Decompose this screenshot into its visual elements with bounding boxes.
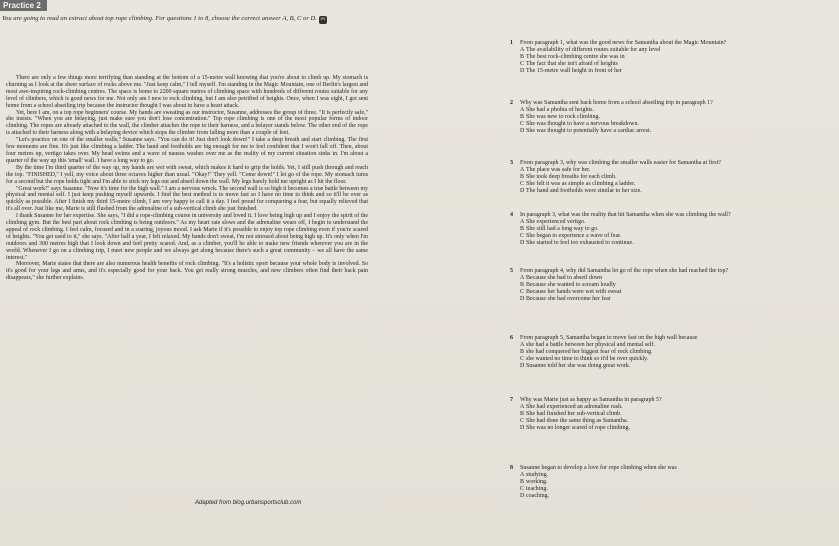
answer-option[interactable] [510, 121, 835, 128]
passage-paragraph: "Great work!" says Susanne. "Now it's time for the high wall." I am a nervous wreck. The second wall is so high it becomes a true battle between my physical and mental self. I just keep pushing myself upwards. I find the best method is to move fast so I have no time to think and so it'll be over as quickly as possible. After I finish my third 15-metre climb, I am very happy to call it a day. I feel proud for conquering a fear, but equally relieved that it's all over. Just like me, Marie is still flushed from the adrenaline of a sub-vertical climb she just finished. [6, 185, 368, 213]
question-5 [510, 268, 835, 303]
option-text: She had finished her sub-vertical climb. [526, 410, 622, 417]
option-letter: B [520, 53, 525, 60]
answer-option[interactable] [510, 54, 835, 61]
option-text: She had experienced an adrenaline rush. [526, 403, 623, 410]
question-number: 3 [510, 160, 513, 166]
option-text: She was thought to have a nervous breakdown. [526, 120, 639, 127]
passage-paragraph: Moreover, Marie states that there are also numerous health benefits of rock climbing. "It's a holistic sport because your whole body is involved. So it's good for your legs and arms, and it's especially good for your back. You get really strong muscles, and new climbers often find their back pain disappears," she further explains. [6, 261, 368, 282]
option-text: coaching. [526, 492, 550, 499]
option-text: Because her hands were wet with sweat [526, 288, 622, 295]
option-text: working. [526, 478, 548, 485]
answer-option[interactable] [510, 61, 835, 68]
question-number: 6 [510, 335, 513, 341]
option-text: Because she had to abseil down [526, 274, 603, 281]
option-text: Because she had overcome her fear [526, 295, 611, 302]
question-text: Susanne began to develop a love for rope climbing when she was [520, 465, 677, 471]
option-letter: C [520, 232, 525, 239]
question-text: In paragraph 3, what was the reality that hit Samantha when she was climbing the wall? [520, 212, 731, 218]
source-credit: Adapted from blog.urbansportsclub.com [195, 500, 302, 506]
answer-option[interactable] [510, 349, 835, 356]
option-letter: B [520, 478, 525, 485]
option-text: She was new to rock climbing. [526, 113, 600, 120]
question-stem [510, 212, 835, 219]
instructions-text: You are going to read an extract about top rope climbing. For questions 1 to 8, choose the correct answer A, B, C or D. [2, 15, 317, 22]
answer-option[interactable] [510, 68, 835, 75]
option-text: She was thought to potentially have a cardiac arrest. [526, 127, 652, 134]
option-letter: D [520, 362, 525, 369]
option-letter: A [520, 403, 525, 410]
answer-option[interactable] [510, 486, 835, 493]
option-letter: C [520, 120, 525, 127]
option-letter: B [520, 173, 525, 180]
answer-option[interactable] [510, 275, 835, 282]
option-letter: B [520, 113, 525, 120]
option-letter: D [520, 424, 525, 431]
option-letter: A [520, 166, 525, 173]
option-text: She had done the same thing as Samantha. [526, 417, 628, 424]
option-text: She was no longer scared of rope climbing. [526, 424, 630, 431]
question-stem [510, 40, 835, 47]
answer-option[interactable] [510, 282, 835, 289]
option-letter: C [520, 355, 525, 362]
answer-option[interactable] [510, 128, 835, 135]
answer-option[interactable] [510, 240, 835, 247]
question-number: 5 [510, 268, 513, 274]
option-letter: D [520, 239, 525, 246]
question-7 [510, 397, 835, 432]
option-letter: A [520, 471, 525, 478]
option-letter: D [520, 492, 525, 499]
question-number: 7 [510, 397, 513, 403]
option-text: The 15-metre wall height in front of her [526, 67, 622, 74]
answer-option[interactable] [510, 296, 835, 303]
passage-paragraph: I thank Susanne for her expertise. She says, "I did a rope-climbing course in university and loved it. I love being high up and I enjoy the spirit of the climbing gym. But the best part about rock climbing is being outdoors." As my heart rate slows and the adrenaline wears off, I begin to understand the appeal of rock climbing. I feel calm, focused and in a soaring, joyous mood. I ask Marie if it's possible to enjoy top rope climbing even if you're scared of heights. "You get used to it," she says. "After half a year, I felt relaxed. My hands don't sweat, I'm not stressed about being high up. It's only when I'm outdoors and 300 metres high that I look down and feel pretty scared. And, as a climber, you'll be able to make new friends wherever you are in the world. Whenever I go on a climbing trip, I meet new people and we always get along because there's such a great community – we all have the same interest." [6, 213, 368, 261]
answer-option[interactable] [510, 425, 835, 432]
question-stem [510, 335, 835, 342]
option-text: The place was safe for her. [526, 166, 591, 173]
answer-option[interactable] [510, 181, 835, 188]
option-letter: C [520, 180, 525, 187]
question-number: 1 [510, 40, 513, 46]
answer-option[interactable] [510, 188, 835, 195]
option-text: She began to experience a wave of fear. [526, 232, 622, 239]
passage-paragraph: "Let's practice on one of the smaller walls," Susanne says. "You can do it! Just don't look down!" I take a deep breath and start climbing. The first few moments are fine. It's just like climbing a ladder. The hand and footholds are big enough for me to feel confident that I won't fall off. Then, about four metres up, vertigo takes over. My head swims and a wave of nausea washes over me as the reality of my current situation sinks in. I'm about a quarter of the way up this 'small' wall. I have a long way to go. [6, 137, 368, 164]
passage-paragraph: By the time I'm third quarter of the way up, my hands are wet with sweat, which makes it hard to grip the holds. Yet, I still push through and reach the top. "FINISHED," I yell, my voice about three octaves higher than usual. "Okay!" They yell. "Come down!" I let go of the rope. My stomach turns for a second but the rope holds tight and I'm able to stick my legs out and abseil down the wall. My legs barely hold me upright as I hit the floor. [6, 164, 368, 185]
question-text: From paragraph 5, Samantha began to move fast on the high wall because [520, 335, 698, 341]
answer-option[interactable] [510, 356, 835, 363]
option-text: The hand and footholds were similar to her size. [526, 187, 642, 194]
option-text: studying. [526, 471, 549, 478]
question-1 [510, 40, 835, 75]
option-text: teaching. [526, 485, 548, 492]
option-letter: B [520, 225, 525, 232]
question-text: Why was Samantha sent back home from a school abseiling trip in paragraph 1? [520, 100, 713, 106]
option-text: The fact that she isn't afraid of heights [526, 60, 618, 67]
answer-option[interactable] [510, 342, 835, 349]
answer-option[interactable] [510, 219, 835, 226]
question-6 [510, 335, 835, 370]
option-letter: D [520, 67, 525, 74]
option-letter: B [520, 410, 525, 417]
answer-option[interactable] [510, 107, 835, 114]
question-text: From paragraph 3, why was climbing the smaller walls easier for Samantha at first? [520, 160, 721, 166]
option-text: Susanne told her she was doing great work. [526, 362, 631, 369]
question-number: 8 [510, 465, 513, 471]
answer-option[interactable] [510, 233, 835, 240]
option-letter: A [520, 274, 525, 281]
answer-option[interactable] [510, 167, 835, 174]
answer-option[interactable] [510, 114, 835, 121]
instructions [2, 15, 502, 24]
option-text: she had conquered her biggest fear of rock climbing. [526, 348, 653, 355]
question-text: From paragraph 4, why did Samantha let go of the rope when she had reached the top? [520, 268, 729, 274]
answer-option[interactable] [510, 404, 835, 411]
option-letter: A [520, 218, 525, 225]
answer-option[interactable] [510, 493, 835, 500]
answer-option[interactable] [510, 479, 835, 486]
option-text: She experienced vertigo. [526, 218, 586, 225]
option-text: She still had a long way to go. [526, 225, 599, 232]
question-stem [510, 465, 835, 472]
answer-option[interactable] [510, 226, 835, 233]
option-letter: D [520, 187, 525, 194]
answer-option[interactable] [510, 174, 835, 181]
question-number: 4 [510, 212, 513, 218]
option-text: she wanted no time to think so it'd be over quickly. [526, 355, 649, 362]
question-stem [510, 397, 835, 404]
option-text: She had a phobia of heights. [526, 106, 594, 113]
option-letter: A [520, 106, 525, 113]
question-stem [510, 268, 835, 275]
option-letter: C [520, 417, 525, 424]
option-text: She started to feel too exhausted to continue. [526, 239, 634, 246]
exam-badge: ex [320, 17, 326, 22]
option-letter: C [520, 288, 525, 295]
answer-option[interactable] [510, 289, 835, 296]
question-stem [510, 100, 835, 107]
answer-option[interactable] [510, 411, 835, 418]
option-text: The best rock-climbing centre she was in [526, 53, 625, 60]
option-letter: A [520, 46, 525, 53]
option-text: She took deep breaths for each climb. [526, 173, 617, 180]
answer-option[interactable] [510, 472, 835, 479]
option-letter: C [520, 60, 525, 67]
option-letter: D [520, 295, 525, 302]
question-4 [510, 212, 835, 247]
option-text: The availability of different routes suitable for any level [526, 46, 661, 53]
practice-number: 2 [36, 1, 41, 10]
practice-header-tab [0, 0, 47, 11]
answer-option[interactable] [510, 47, 835, 54]
question-number: 2 [510, 100, 513, 106]
question-2 [510, 100, 835, 135]
answer-option[interactable] [510, 418, 835, 425]
option-text: Because she wanted to scream loudly [526, 281, 616, 288]
question-stem [510, 160, 835, 167]
option-letter: B [520, 281, 525, 288]
question-text: From paragraph 1, what was the good news for Samantha about the Magic Mountain? [520, 40, 727, 46]
option-letter: A [520, 341, 525, 348]
option-text: she had a battle between her physical and mental self. [526, 341, 655, 348]
reading-passage [6, 75, 368, 282]
option-text: She felt it was as simple as climbing a ladder. [526, 180, 636, 187]
question-8 [510, 465, 835, 500]
practice-label: Practice [3, 1, 35, 10]
option-letter: D [520, 127, 525, 134]
passage-paragraph: There are only a few things more terrifying than standing at the bottom of a 15-metre wall knowing that you're about to climb up. My stomach is churning as I look at the sheer surface of rocks above me. "Just keep calm," I tell myself. I'm standing in the Magic Mountain, one of Berlin's largest and most awe-inspiring rock-climbing centres. The space is home to 2200 square metres of climbing space with hundreds of different routes suitable for any level of climbers, which is good news for me. Not only am I new to rock climbing, but I am also petrified of heights. Once, when I was eight, I got sent home from a school abseiling trip because the instructor thought I was about to have a heart attack. [6, 75, 368, 109]
option-letter: B [520, 348, 525, 355]
answer-option[interactable] [510, 363, 835, 370]
passage-paragraph: Yet, here I am, on a top rope beginners' course. My hands are sweating as our instructor, Susanne, addresses the group of three. "It is perfectly safe," she insists. "When you are belaying, just make sure you don't lose concentration." Top rope climbing is one of the most popular forms of indoor climbing. The ropes are already attached to the wall, the climber attaches the rope to their harness, and a belayer stands below. The other end of the rope is attached to their harness along with a belaying device which stops the climber from falling more than a couple of feet. [6, 109, 368, 137]
question-3 [510, 160, 835, 195]
option-letter: C [520, 485, 525, 492]
question-text: Why was Marie just as happy as Samantha in paragraph 5? [520, 397, 662, 403]
